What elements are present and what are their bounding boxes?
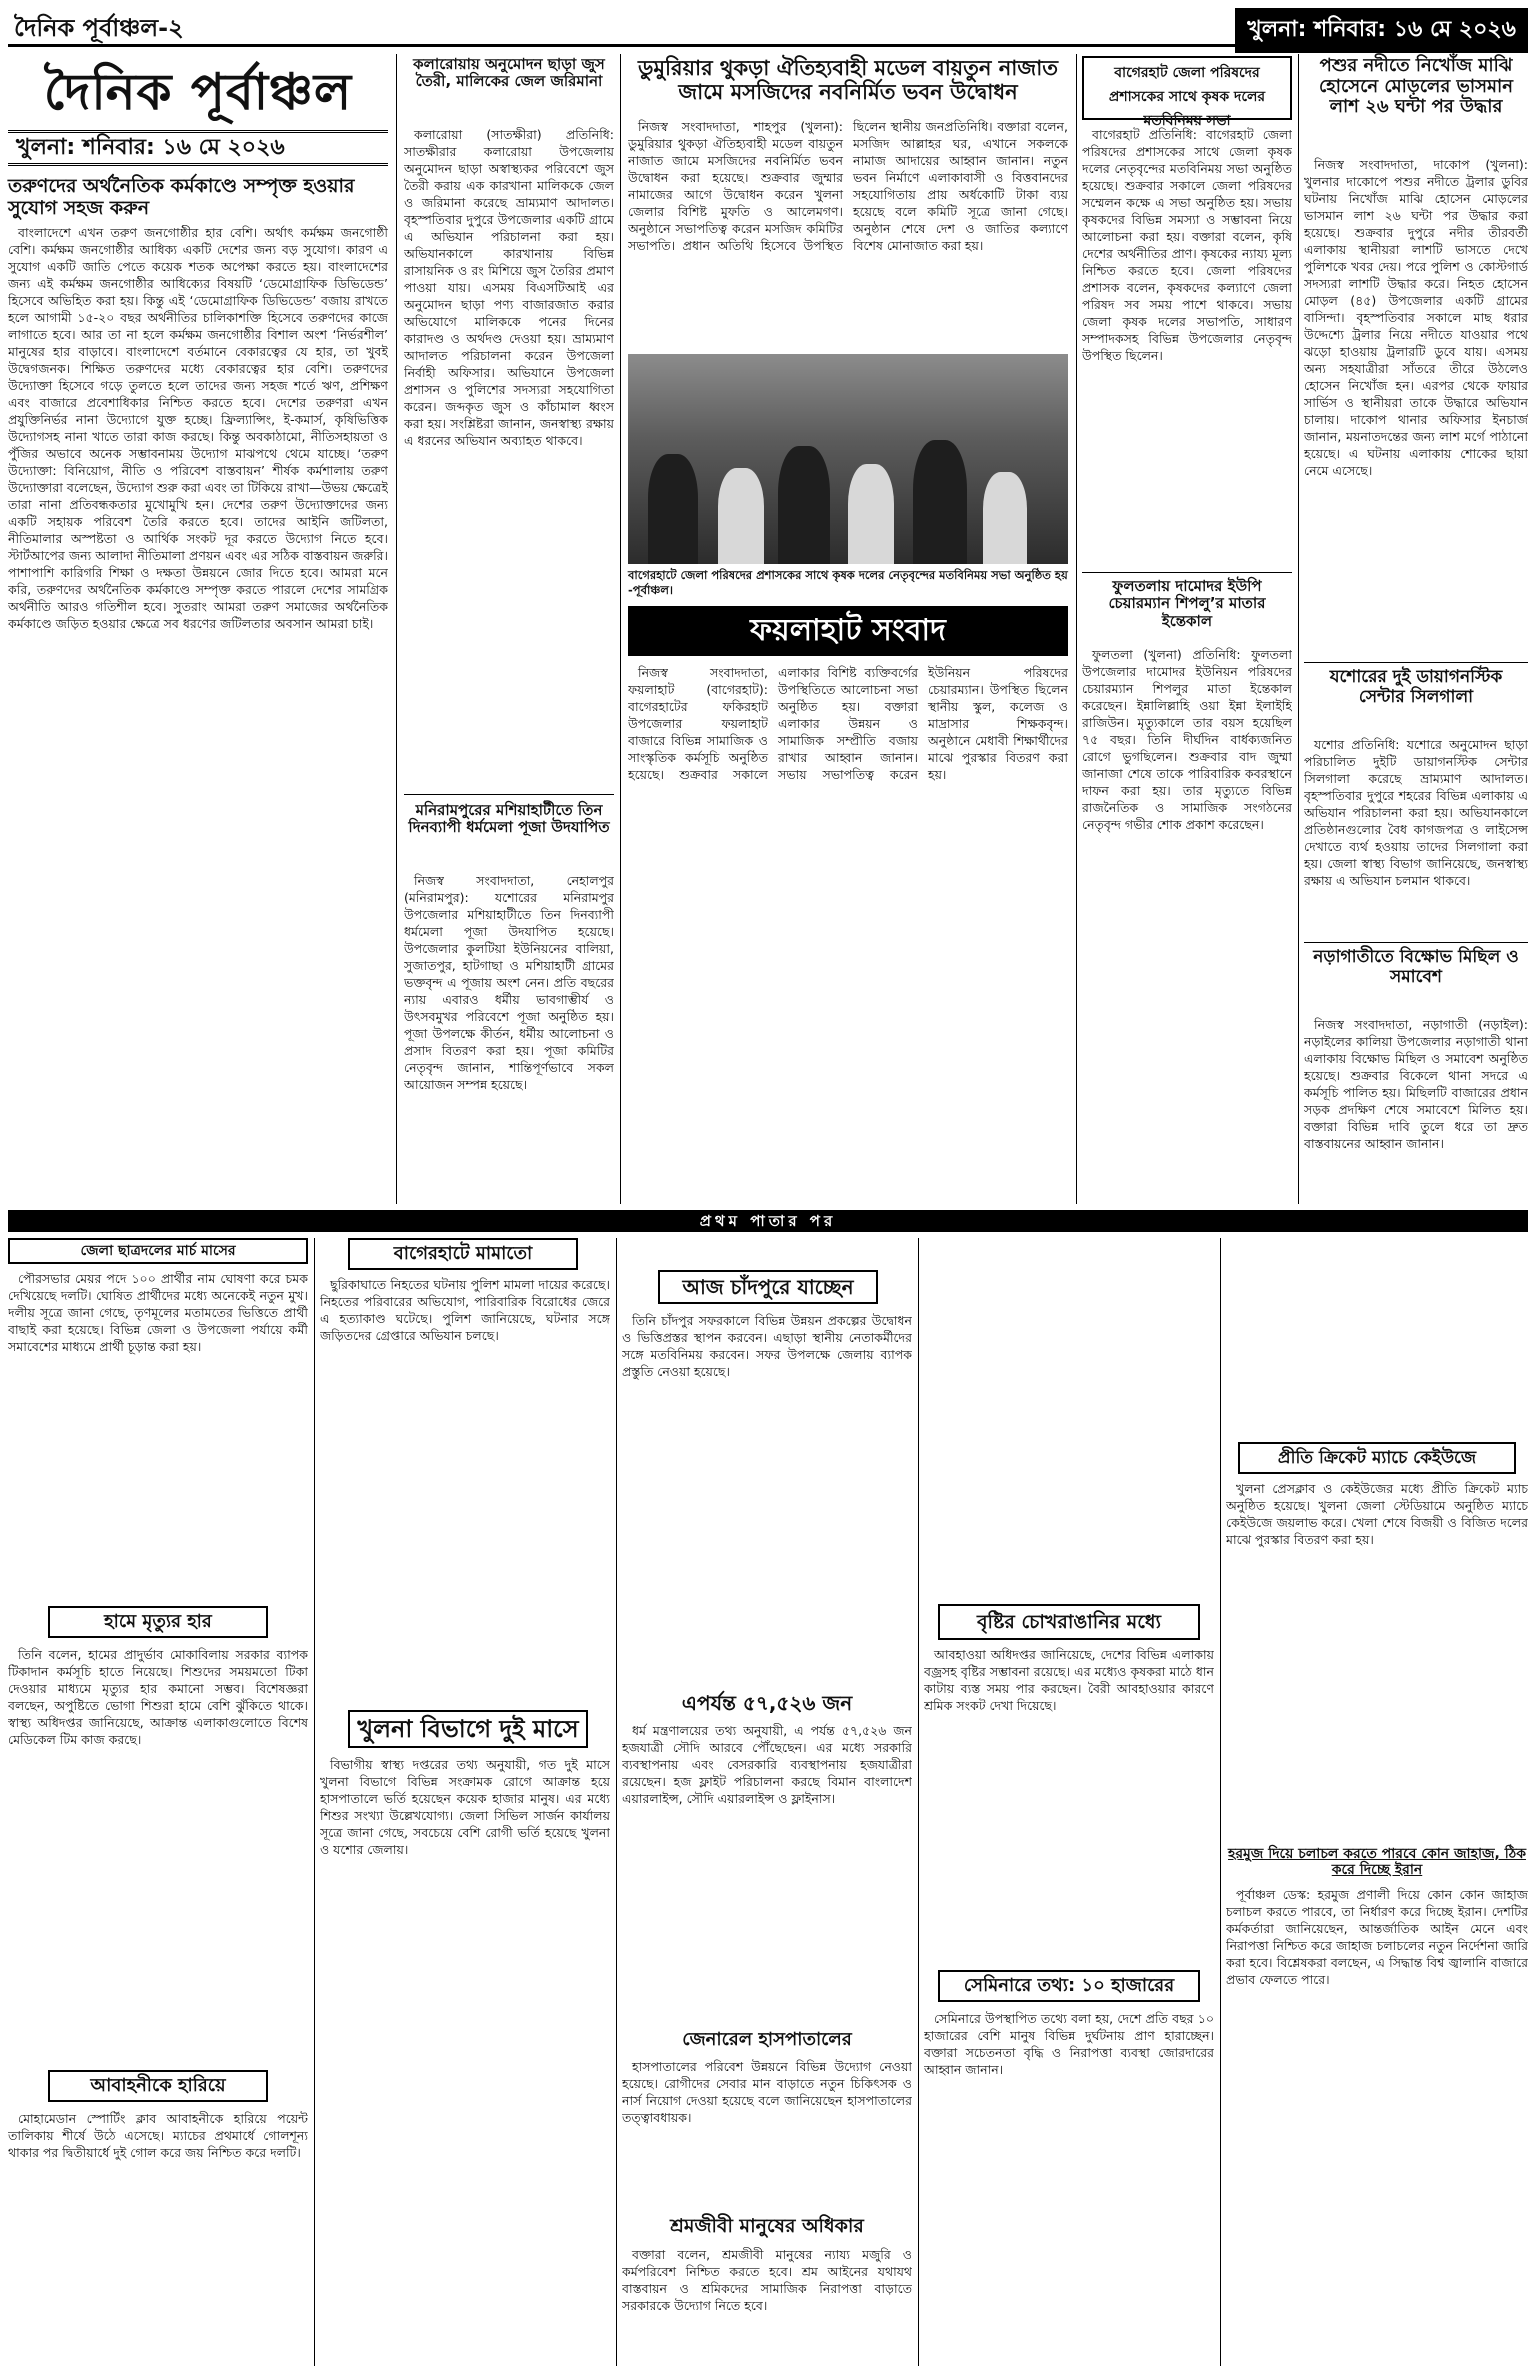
dumuria-text: নিজস্ব সংবাদদাতা, শাহপুর (খুলনা): ডুমুরিয়ার থুকড়া ঐতিহ্যবাহী মডেল বায়তুন নাজাত জামে মসজিদের নবনির্মিত ভবন উদ্বোধন করা হয়েছে। শুক্রবার জুম্মার নামাজের আগে উদ্বোধন করেন খুলনা জেলার বিশিষ্ট মুফতি ও আলেমগণ। অনুষ্ঠানে সভাপতিত্ব করেন মসজিদ কমিটির সভাপতি। প্রধান অতিথি হিসেবে উপস্থিত ছিলেন স্থানীয় জনপ্রতিনিধি। বক্তারা বলেন, মসজিদ আল্লাহর ঘর, এখানে সকলকে নামাজ আদায়ের আহ্বান জানান। নতুন ভবন নির্মাণে এলাকাবাসী ও বিত্তবানদের সহযোগিতায় প্রায় অর্ধকোটি টাকা ব্যয় হয়েছে বলে কমিটি সূত্রে জানা গেছে। অনুষ্ঠান শেষে দেশ ও জাতির কল্যাণে বিশেষ মোনাজাত করা হয়। <box>628 119 1068 253</box>
hame-headline: হামে মৃত্যুর হার <box>48 1606 268 1638</box>
seminar-body <box>924 2010 1214 2366</box>
khulna-division-body <box>320 1756 610 2366</box>
moniramprur-text: নিজস্ব সংবাদদাতা, নেহালপুর (মনিরামপুর): যশোরের মনিরামপুর উপজেলার মশিয়াহাটীতে তিন দিনব্যাপী ধর্মমেলা পূজা উদযাপিত হয়েছে। উপজেলার কুলটিয়া ইউনিয়নের বালিয়া, সুজাতপুর, হাটগাছা ও মশিয়াহাটী গ্রামের ভক্তবৃন্দ এ পূজায় অংশ নেন। প্রতি বছরের ন্যায় এবারও ধর্মীয় ভাবগাম্ভীর্য ও উৎসবমুখর পরিবেশে পূজা অনুষ্ঠিত হয়। পূজা উপলক্ষে কীর্তন, ধর্মীয় আলোচনা ও প্রসাদ বিতরণ করা হয়। পূজা কমিটির নেতৃবৃন্দ জানান, শান্তিপূর্ণভাবে সকল আয়োজন সম্পন্ন হয়েছে। <box>404 873 614 1092</box>
column-rule <box>620 54 621 1204</box>
cont-left-body <box>8 1270 308 1600</box>
column-rule <box>918 1238 919 2366</box>
story-rule <box>1304 942 1528 943</box>
dumuria-body <box>628 118 1068 346</box>
chandpur-headline: আজ চাঁদপুরে যাচ্ছেন <box>658 1270 878 1304</box>
fultala-up-headline: ফুলতলায় দামোদর ইউপি চেয়ারম্যান শিপলু’র মাতার ইন্তেকাল <box>1108 577 1266 630</box>
bagerhat-mamato-headline: বাগেরহাটে মামাতো <box>348 1238 578 1270</box>
cont-left-title: জেলা ছাত্রদলের মার্চ মাসের <box>8 1238 308 1264</box>
bagerhat-mamato-text: ছুরিকাঘাতে নিহতের ঘটনায় পুলিশ মামলা দায়ের করেছে। নিহতের পরিবারের অভিযোগ, পারিবারিক বিরোধের জেরে এ হত্যাকাণ্ড ঘটেছে। পুলিশ জানিয়েছে, ঘটনার সঙ্গে জড়িতদের গ্রেপ্তারে অভিযান চলছে। <box>320 1277 610 1343</box>
fultala-up-text: ফুলতলা (খুলনা) প্রতিনিধি: ফুলতলা উপজেলার দামোদর ইউনিয়ন পরিষদের চেয়ারম্যান শিপলুর মাতা ইন্তেকাল করেছেন। ইন্নালিল্লাহি ওয়া ইন্না ইলাইহি রাজিউন। মৃত্যুকালে তার বয়স হয়েছিল ৭৫ বছর। তিনি দীর্ঘদিন বার্ধক্যজনিত রোগে ভুগছিলেন। শুক্রবার বাদ জুম্মা জানাজা শেষে তাকে পারিবারিক কবরস্থানে দাফন করা হয়। তার মৃত্যুতে বিভিন্ন রাজনৈতিক ও সামাজিক সংগঠনের নেতৃবৃন্দ গভীর শোক প্রকাশ করেছেন। <box>1082 647 1292 832</box>
kolaroa-body <box>404 126 614 786</box>
newspaper-page <box>8 6 1528 2366</box>
hospital-headline: জেনারেল হাসপাতালের <box>682 2029 852 2050</box>
column-rule <box>1076 54 1077 1204</box>
abahani-headline: আবাহনীকে হারিয়ে <box>48 2070 268 2102</box>
masthead-logo: দৈনিক পূর্বাঞ্চল <box>43 62 353 121</box>
header-rule <box>8 44 1528 47</box>
cricket-headline: প্রীতি ক্রিকেট ম্যাচে কেইউজে <box>1238 1442 1516 1474</box>
cricket-text: খুলনা প্রেসক্লাব ও কেইউজের মধ্যে প্রীতি ক্রিকেট ম্যাচ অনুষ্ঠিত হয়েছে। খুলনা জেলা স্টেডিয়ামে অনুষ্ঠিত ম্যাচে কেইউজে জয়লাভ করে। খেলা শেষে বিজয়ী ও বিজিত দলের মাঝে পুরস্কার বিতরণ করা হয়। <box>1226 1481 1528 1547</box>
seminar-headline: সেমিনারে তথ্য: ১০ হাজারের <box>938 1970 1200 2002</box>
running-header <box>8 6 1528 46</box>
chandpur-text: তিনি চাঁদপুর সফরকালে বিভিন্ন উন্নয়ন প্রকল্পের উদ্বোধন ও ভিত্তিপ্রস্তর স্থাপন করবেন। এছাড়া স্থানীয় নেতাকর্মীদের সঙ্গে মতবিনিময় করবেন। সফর উপলক্ষে জেলায় ব্যাপক প্রস্তুতি নেওয়া হয়েছে। <box>622 1313 912 1379</box>
paper-name-page: দৈনিক পূর্বাঞ্চল-২ <box>14 14 184 42</box>
masthead <box>8 54 388 172</box>
jessore-headline: যশোরের দুই ডায়াগনস্টিক সেন্টার সিলগালা <box>1329 667 1503 707</box>
kolaroa-headline: কলারোয়ায় অনুমোদন ছাড়া জুস তৈরী, মালিকের জেল জরিমানা <box>413 55 605 91</box>
ekhon-headline: এপর্যন্ত ৫৭,৫২৬ জন <box>681 1691 853 1715</box>
bagerhat-mamato-body <box>320 1276 610 1706</box>
bagerhat-parishad-body <box>1082 126 1292 566</box>
col4-top-body <box>924 1238 1214 1598</box>
cont-left-text: পৌরসভার মেয়র পদে ১০০ প্রার্থীর নাম ঘোষণা করে চমক দেখিয়েছে দলটি। ঘোষিত প্রার্থীদের মধ্যে অনেকেই নতুন মুখ। দলীয় সূত্রে জানা গেছে, তৃণমূলের মতামতের ভিত্তিতে প্রার্থী বাছাই করা হয়েছে। বিভিন্ন জেলা ও উপজেলা পর্যায়ে কর্মী সমাবেশের মাধ্যমে প্রার্থী চূড়ান্ত করা হয়। <box>8 1271 308 1354</box>
header-date: খুলনা: শনিবার: ১৬ মে ২০২৬ <box>1235 8 1528 53</box>
photo-figure <box>718 468 764 564</box>
column-rule <box>616 1238 617 2366</box>
photo-figure <box>913 440 967 564</box>
seminar-text: সেমিনারে উপস্থাপিত তথ্যে বলা হয়, দেশে প্রতি বছর ১০ হাজারের বেশি মানুষ বিভিন্ন দুর্ঘটনায় প্রাণ হারাচ্ছেন। বক্তারা সচেতনতা বৃদ্ধি ও নিরাপত্তা ব্যবস্থা জোরদারের আহ্বান জানান। <box>924 2011 1214 2077</box>
hame-text: তিনি বলেন, হামের প্রাদুর্ভাব মোকাবিলায় সরকার ব্যাপক টিকাদান কর্মসূচি হাতে নিয়েছে। শিশুদের সময়মতো টিকা দেওয়ার মাধ্যমে মৃত্যুর হার কমানো সম্ভব। বিশেষজ্ঞরা বলছেন, অপুষ্টিতে ভোগা শিশুরা হামে বেশি ঝুঁকিতে থাকে। স্বাস্থ্য অধিদপ্তর জানিয়েছে, আক্রান্ত এলাকাগুলোতে বিশেষ মেডিকেল টিম কাজ করছে। <box>8 1647 308 1747</box>
faylahat-banner: ফয়লাহাট সংবাদ <box>628 606 1068 656</box>
iran-text: পূর্বাঞ্চল ডেস্ক: হরমুজ প্রণালী দিয়ে কোন কোন জাহাজ চলাচল করতে পারবে, তা নির্ধারণ করে দিচ্ছে ইরান। দেশটির কর্মকর্তারা জানিয়েছেন, আন্তর্জাতিক আইন মেনে এবং নিরাপত্তা নিশ্চিত করে জাহাজ চলাচলের নতুন নির্দেশনা জারি করা হবে। বিশ্লেষকরা বলছেন, এ সিদ্ধান্ত বিশ্ব জ্বালানি বাজারে প্রভাব ফেলতে পারে। <box>1226 1887 1528 1987</box>
shromjibi-text: বক্তারা বলেন, শ্রমজীবী মানুষের ন্যায্য মজুরি ও কর্মপরিবেশ নিশ্চিত করতে হবে। শ্রম আইনের যথাযথ বাস্তবায়ন ও শ্রমিকদের সামাজিক নিরাপত্তা বাড়াতে সরকারকে উদ্যোগ নিতে হবে। <box>622 2247 912 2313</box>
faylahat-body <box>628 664 1068 1204</box>
column-rule <box>1298 54 1299 1204</box>
photo-figure <box>648 454 698 564</box>
hame-body <box>8 1646 308 2066</box>
photo-figure <box>983 472 1027 564</box>
narail-text: নিজস্ব সংবাদদাতা, নড়াগাতী (নড়াইল): নড়াইলের কালিয়া উপজেলার নড়াগাতী থানা এলাকায় বিক্ষোভ মিছিল ও সমাবেশ অনুষ্ঠিত হয়েছে। শুক্রবার বিকেলে থানা সদরে এ কর্মসূচি পালিত হয়। মিছিলটি বাজারের প্রধান সড়ক প্রদক্ষিণ শেষে সমাবেশে মিলিত হয়। বক্তারা বিভিন্ন দাবি তুলে ধরে তা দ্রুত বাস্তবায়নের আহ্বান জানান। <box>1304 1017 1528 1151</box>
kolaroa-text: কলারোয়া (সাতক্ষীরা) প্রতিনিধি: সাতক্ষীরার কলারোয়া উপজেলায় অনুমোদন ছাড়া অস্বাস্থ্যকর পরিবেশে জুস তৈরী করায় এক কারখানা মালিককে জেল ও জরিমানা করেছে ভ্রাম্যমাণ আদালত। বৃহস্পতিবার দুপুরে উপজেলার একটি গ্রামে এ অভিযান পরিচালনা করা হয়। অভিযানকালে কারখানায় বিভিন্ন রাসায়নিক ও রং মিশিয়ে জুস তৈরির প্রমাণ পাওয়া যায়। এসময় বিএসটিআই এর অনুমোদন ছাড়া পণ্য বাজারজাত করার অভিযোগে মালিককে পনের দিনের কারাদণ্ড ও অর্থদণ্ড দেওয়া হয়। ভ্রাম্যমাণ আদালত পরিচালনা করেন উপজেলা নির্বাহী অফিসার। অভিযানে উপজেলা প্রশাসন ও পুলিশের সদস্যরা সহযোগিতা করেন। জব্দকৃত জুস ও কাঁচামাল ধ্বংস করা হয়। সংশ্লিষ্টরা জানান, জনস্বাস্থ্য রক্ষায় এ ধরনের অভিযান অব্যাহত থাকবে। <box>404 127 614 448</box>
bagerhat-parishad-text: বাগেরহাট প্রতিনিধি: বাগেরহাট জেলা পরিষদের প্রশাসকের সাথে জেলা কৃষক দলের নেতৃবৃন্দের মতবিনিময় সভা অনুষ্ঠিত হয়েছে। শুক্রবার সকালে জেলা পরিষদের সম্মেলন কক্ষে এ সভা অনুষ্ঠিত হয়। সভায় কৃষকদের বিভিন্ন সমস্যা ও সম্ভাবনা নিয়ে আলোচনা করা হয়। বক্তারা বলেন, কৃষি দেশের অর্থনীতির প্রাণ। কৃষকের ন্যায্য মূল্য নিশ্চিত করতে হবে। জেলা পরিষদের প্রশাসক বলেন, কৃষকদের কল্যাণে জেলা পরিষদ সব সময় পাশে থাকবে। সভায় জেলা কৃষক দলের সভাপতি, সাধারণ সম্পাদকসহ বিভিন্ন উপজেলার নেতৃবৃন্দ উপস্থিত ছিলেন। <box>1082 127 1292 363</box>
narail-headline: নড়াগাতীতে বিক্ষোভ মিছিল ও সমাবেশ <box>1313 947 1519 987</box>
story-rule <box>404 794 614 795</box>
moniramprur-headline: মনিরামপুরের মশিয়াহাটীতে তিন দিনব্যাপী ধর্মমেলা পূজা উদযাপিত <box>408 801 610 837</box>
chandpur-body <box>622 1312 912 1684</box>
shromjibi-headline: শ্রমজীবী মানুষের অধিকার <box>670 2215 864 2237</box>
abahani-text: মোহামেডান স্পোর্টিং ক্লাব আবাহনীকে হারিয়ে পয়েন্ট তালিকায় শীর্ষে উঠে এসেছে। ম্যাচের প্রথমার্ধে গোলশূন্য থাকার পর দ্বিতীয়ার্ধে দুই গোল করে জয় নিশ্চিত করে দলটি। <box>8 2111 308 2160</box>
column-rule <box>1220 1238 1221 2366</box>
khulna-division-headline: খুলনা বিভাগে দুই মাসে <box>348 1710 588 1748</box>
jessore-text: যশোর প্রতিনিধি: যশোরে অনুমোদন ছাড়া পরিচালিত দুইটি ডায়াগনস্টিক সেন্টার সিলগালা করেছে ভ্রাম্যমাণ আদালত। বৃহস্পতিবার দুপুরে শহরের বিভিন্ন এলাকায় এ অভিযান পরিচালনা করা হয়। অভিযানকালে প্রতিষ্ঠানগুলোর বৈধ কাগজপত্র ও লাইসেন্স দেখাতে ব্যর্থ হওয়ায় তাদের সিলগালা করা হয়। জেলা স্বাস্থ্য বিভাগ জানিয়েছে, জনস্বাস্থ্য রক্ষায় এ অভিযান চলমান থাকবে। <box>1304 737 1528 888</box>
editorial-body <box>8 224 388 1204</box>
iran-body <box>1226 1886 1528 2366</box>
jessore-body <box>1304 736 1528 936</box>
masthead-dateline: খুলনা: শনিবার: ১৬ মে ২০২৬ <box>8 130 388 166</box>
col5-top-body <box>1226 1238 1528 1438</box>
editorial-text: বাংলাদেশে এখন তরুণ জনগোষ্ঠীর হার বেশি। অর্থাৎ কর্মক্ষম জনগোষ্ঠী বেশি। কর্মক্ষম জনগোষ্ঠীর আধিক্য একটি দেশের জন্য বড় সুযোগ। কারণ এ সুযোগ একটি জাতি পেতে কয়েক শতক অপেক্ষা করতে হয়। বাংলাদেশের জন্য এই কর্মক্ষম জনগোষ্ঠীর আধিক্যের বিষয়টি ‘ডেমোগ্রাফিক ডিভিডেন্ড’ হিসেবে অভিহিত করা হয়। কিন্তু এই ‘ডেমোগ্রাফিক ডিভিডেন্ড’ বজায় রাখতে হলে আগামী ১৫-২০ বছর অর্থনীতির চালিকাশক্তি হিসেবে তরুণদের কাজে লাগাতে হবে। আর তা না হলে কর্মক্ষম জনগোষ্ঠীর বিশাল অংশ ‘নির্ভরশীল’ মানুষের হার বাড়াবে। বাংলাদেশে বর্তমানে বেকারত্বের যে হার, তা খুবই উদ্বেগজনক। শিক্ষিত তরুণদের মধ্যে বেকারত্বের হার বেশি। তরুণদের উদ্যোক্তা হিসেবে গড়ে তুলতে হলে তাদের জন্য সহজ শর্তে ঋণ, প্রশিক্ষণ এবং বাজারে প্রবেশাধিকার নিশ্চিত করতে হবে। দেশের তরুণরা এখন প্রযুক্তিনির্ভর নানা উদ্যোগে যুক্ত হচ্ছে। ফ্রিল্যান্সিং, ই-কমার্স, কৃষিভিত্তিক উদ্যোগসহ নানা খাতে তারা কাজ করছে। কিন্তু অবকাঠামো, নীতিসহায়তা ও পুঁজির অভাবে অনেক সম্ভাবনাময় উদ্যোগ মাঝপথে থেমে যাচ্ছে। ‘তরুণ উদ্যোক্তা: বিনিয়োগ, নীতি ও পরিবেশ বাস্তবায়ন’ শীর্ষক কর্মশালায় তরুণ উদ্যোক্তারা বলেছেন, উদ্যোগ শুরু করা এবং তা টিকিয়ে রাখা—উভয় ক্ষেত্রেই তারা নানা প্রতিবন্ধকতার মুখোমুখি হন। দেশের তরুণ উদ্যোক্তাদের জন্য একটি সহায়ক পরিবেশ তৈরি করতে হবে। তাদের আইনি জটিলতা, নীতিমালার অস্পষ্টতা ও আর্থিক সংকট দূর করতে উদ্যোগ নিতে হবে। স্টার্টআপের জন্য আলাদা নীতিমালা প্রণয়ন এবং এর সঠিক বাস্তবায়ন জরুরি। পাশাপাশি কারিগরি শিক্ষা ও দক্ষতা উন্নয়নে জোর দিতে হবে। আমরা মনে করি, তরুণদের অর্থনৈতিক কর্মকাণ্ডে সম্পৃক্ত করতে পারলে দেশের সামগ্রিক অর্থনীতি আরও গতিশীল হবে। সুতরাং আমরা তরুণ সমাজের অর্থনৈতিক কর্মকাণ্ডে জড়িত হওয়ার ক্ষেত্রে সব ধরণের জটিলতার অবসান আমরা চাই। <box>8 225 388 631</box>
fultala-up-body <box>1082 646 1292 1204</box>
editorial-headline: তরুণদের অর্থনৈতিক কর্মকাণ্ডে সম্পৃক্ত হওয়ার সুযোগ সহজ করুন <box>8 175 355 219</box>
column-rule <box>314 1238 315 2366</box>
photo-caption: বাগেরহাটে জেলা পরিষদের প্রশাসকের সাথে কৃষক দলের নেতৃবৃন্দের মতবিনিময় সভা অনুষ্ঠিত হয় -পূর্বাঞ্চল। <box>628 568 1068 597</box>
rain-text: আবহাওয়া অধিদপ্তর জানিয়েছে, দেশের বিভিন্ন এলাকায় বজ্রসহ বৃষ্টির সম্ভাবনা রয়েছে। এর মধ্যেও কৃষকরা মাঠে ধান কাটায় ব্যস্ত সময় পার করছেন। বৈরী আবহাওয়ার কারণে শ্রমিক সংকট দেখা দিয়েছে। <box>924 1647 1214 1713</box>
pashur-text: নিজস্ব সংবাদদাতা, দাকোপ (খুলনা): খুলনার দাকোপে পশুর নদীতে ট্রলার ডুবির ঘটনায় নিখোঁজ মাঝি হোসেন মোড়লের ভাসমান লাশ ২৬ ঘন্টা পর উদ্ধার করা হয়েছে। শুক্রবার দুপুরে নদীর তীরবর্তী এলাকায় স্থানীয়রা লাশটি ভাসতে দেখে পুলিশকে খবর দেয়। পরে পুলিশ ও কোস্টগার্ড সদস্যরা লাশটি উদ্ধার করে। নিহত হোসেন মোড়ল (৪৫) উপজেলার একটি গ্রামের বাসিন্দা। বৃহস্পতিবার সকালে মাছ ধরার উদ্দেশ্যে ট্রলার নিয়ে নদীতে যাওয়ার পথে ঝড়ো হাওয়ায় ট্রলারটি ডুবে যায়। এসময় অন্য সহযাত্রীরা সাঁতরে তীরে উঠলেও হোসেন নিখোঁজ হন। এরপর থেকে ফায়ার সার্ভিস ও স্থানীয়রা তাকে উদ্ধারে অভিযান চালায়। দাকোপ থানার অফিসার ইনচার্জ জানান, ময়নাতদন্তের জন্য লাশ মর্গে পাঠানো হয়েছে। এ ঘটনায় এলাকায় শোকের ছায়া নেমে এসেছে। <box>1304 157 1528 478</box>
photo-figure <box>848 464 894 564</box>
hospital-body <box>622 2058 912 2208</box>
narail-body <box>1304 1016 1528 1204</box>
pashur-headline: পশুর নদীতে নিখোঁজ মাঝি হোসেনে মোড়লের ভাসমান লাশ ২৬ ঘন্টা পর উদ্ধার <box>1318 55 1513 118</box>
khulna-division-text: বিভাগীয় স্বাস্থ্য দপ্তরের তথ্য অনুযায়ী, গত দুই মাসে খুলনা বিভাগে বিভিন্ন সংক্রামক রোগে আক্রান্ত হয়ে হাসপাতালে ভর্তি হয়েছেন কয়েক হাজার মানুষ। এর মধ্যে শিশুর সংখ্যা উল্লেখযোগ্য। জেলা সিভিল সার্জন কার্যালয় সূত্রে জানা গেছে, সবচেয়ে বেশি রোগী ভর্তি হয়েছে খুলনা ও যশোর জেলায়। <box>320 1757 610 1857</box>
story-rule <box>1082 572 1292 573</box>
hospital-text: হাসপাতালের পরিবেশ উন্নয়নে বিভিন্ন উদ্যোগ নেওয়া হয়েছে। রোগীদের সেবার মান বাড়াতে নতুন চিকিৎসক ও নার্স নিয়োগ দেওয়া হয়েছে বলে জানিয়েছেন হাসপাতালের তত্ত্বাবধায়ক। <box>622 2059 912 2125</box>
iran-headline: হরমুজ দিয়ে চলাচল করতে পারবে কোন জাহাজ, ঠিক করে দিচ্ছে ইরান <box>1227 1846 1527 1879</box>
ekhon-body <box>622 1722 912 2022</box>
rain-body <box>924 1646 1214 1966</box>
shromjibi-body <box>622 2246 912 2366</box>
faylahat-text: নিজস্ব সংবাদদাতা, ফয়লাহাট (বাগেরহাট): বাগেরহাটের ফকিরহাট উপজেলার ফয়লাহাট বাজারে বিভিন্ন সামাজিক ও সাংস্কৃতিক কর্মসূচি অনুষ্ঠিত হয়েছে। শুক্রবার সকালে এলাকার বিশিষ্ট ব্যক্তিবর্গের উপস্থিতিতে আলোচনা সভা অনুষ্ঠিত হয়। বক্তারা এলাকার উন্নয়ন ও সামাজিক সম্প্রীতি বজায় রাখার আহ্বান জানান। সভায় সভাপতিত্ব করেন ইউনিয়ন পরিষদের চেয়ারম্যান। উপস্থিত ছিলেন স্থানীয় স্কুল, কলেজ ও মাদ্রাসার শিক্ষকবৃন্দ। অনুষ্ঠানে মেধাবী শিক্ষার্থীদের মাঝে পুরস্কার বিতরণ করা হয়। <box>628 665 1068 782</box>
photo-figure <box>778 446 830 564</box>
pashur-body <box>1304 156 1528 656</box>
meeting-photo <box>628 354 1068 564</box>
ekhon-text: ধর্ম মন্ত্রণালয়ের তথ্য অনুযায়ী, এ পর্যন্ত ৫৭,৫২৬ জন হজযাত্রী সৌদি আরবে পৌঁছেছেন। এর মধ্যে সরকারি ব্যবস্থাপনায় এবং বেসরকারি ব্যবস্থাপনায় হজযাত্রীরা রয়েছেন। হজ ফ্লাইট পরিচালনা করছে বিমান বাংলাদেশ এয়ারলাইন্স, সৌদি এয়ারলাইন্স ও ফ্লাইনাস। <box>622 1723 912 1806</box>
rain-headline: বৃষ্টির চোখরাঙানির মধ্যে <box>938 1604 1200 1640</box>
column-rule <box>396 54 397 1204</box>
dumuria-headline: ডুমুরিয়ার থুকড়া ঐতিহ্যবাহী মডেল বায়তুন নাজাত জামে মসজিদের নবনির্মিত ভবন উদ্বোধন <box>637 56 1059 105</box>
story-rule <box>1304 662 1528 663</box>
abahani-body <box>8 2110 308 2366</box>
continuation-divider: প্রথম পাতার পর <box>8 1210 1528 1232</box>
moniramprur-body <box>404 872 614 1204</box>
cricket-body <box>1226 1480 1528 1840</box>
bagerhat-parishad-headline: বাগেরহাট জেলা পরিষদের প্রশাসকের সাথে কৃষক দলের মতবিনিময় সভা <box>1082 56 1292 120</box>
